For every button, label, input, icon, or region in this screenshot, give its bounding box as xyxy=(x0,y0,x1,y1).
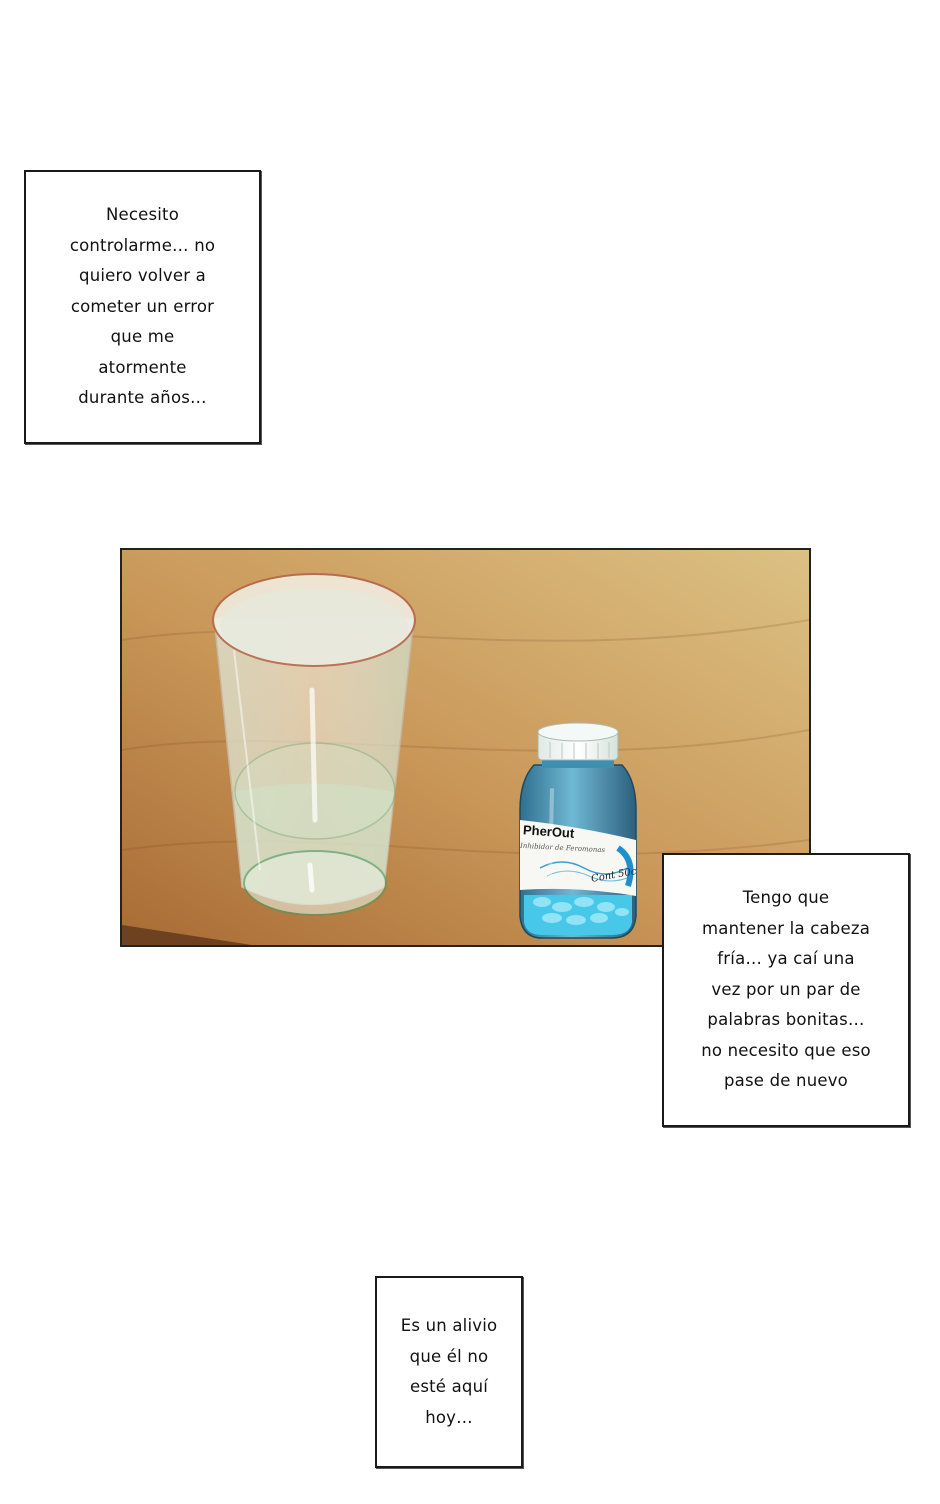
bottle-subtitle: Inhibidor de Feromonas xyxy=(519,841,606,855)
caption-box-middle-right xyxy=(662,853,910,1127)
bottle-brand: PherOut xyxy=(522,822,575,841)
bottle-content: Cont 50c xyxy=(590,866,638,885)
caption-text: Es un alivio que él no esté aquí hoy… xyxy=(400,1316,498,1427)
caption-box-top-left xyxy=(24,170,261,444)
caption-text: Necesito controlarme… no quiero volver a cometer un error que me atormente durante años… xyxy=(69,205,216,408)
drinking-glass xyxy=(213,574,415,915)
caption-text: Tengo que mantener la cabeza fría… ya caí una vez por un par de palabras bonitas… no necesito que eso pase de nuevo xyxy=(701,888,871,1091)
caption-box-bottom xyxy=(375,1276,523,1468)
